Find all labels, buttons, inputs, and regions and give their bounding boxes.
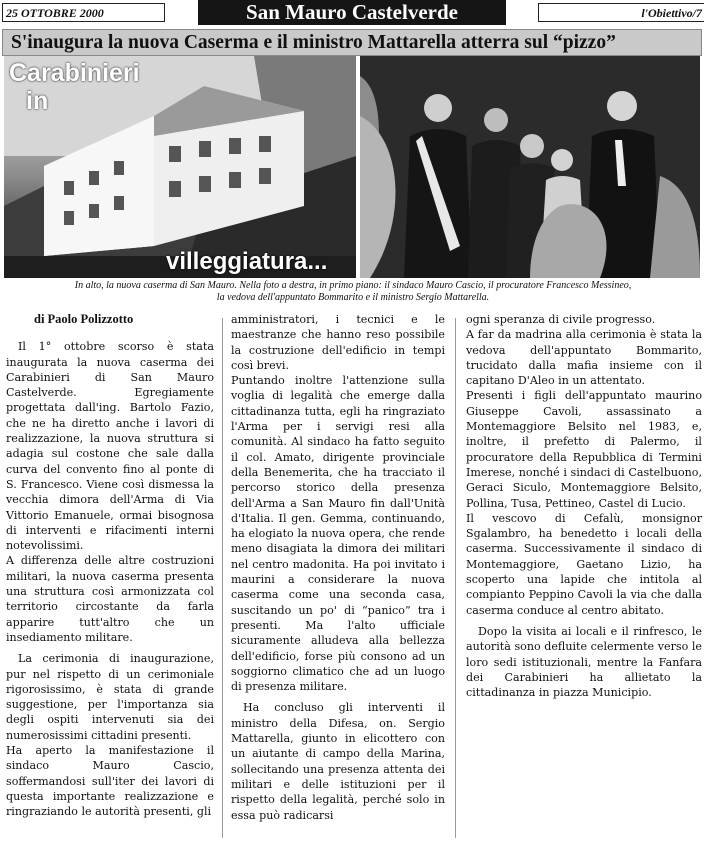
ceremony-illustration <box>360 56 700 278</box>
photo-overlay-villeggiatura: villeggiatura... <box>166 248 328 275</box>
paragraph: La cerimonia di inaugurazione, pur nel rispetto di un cerimoniale rigorosissimo, è stata di grande suggestione, per l'importanza sia degli ospiti intervenuti sia dei numerosissimi cittadini presenti. <box>6 652 214 742</box>
paragraph: Il vescovo di Cefalù, monsignor Sgalambro, ha benedetto i locali della caserma. Successivamente il sindaco di Montemaggiore, Gaetano Lizio, ha scoperto una lapide che intitola al compianto Peppino Cavoli la via che dalla caserma conduce al centro abitato. <box>466 511 702 617</box>
paragraph: Presenti i figli dell'appuntato maurino Giuseppe Cavoli, assassinato a Montemaggiore Belsito nel 1983, e, inoltre, il prefetto di Palermo, il procuratore della Repubblica di Termini Imerese, nonché i sindaci di Castelbuono, Geraci Siculo, Montemaggiore Belsito, Pollina, Tusa, Pettineo, Castel di Lucio. <box>466 389 702 510</box>
ceremony-photo <box>360 56 700 278</box>
article-column-1 <box>6 312 214 820</box>
photo-caption <box>6 280 700 304</box>
paragraph: Il 1° ottobre scorso è stata inaugurata la nuova caserma dei Carabinieri di San Mauro Castelverde. Egregiamente progettata dall'ing. Bartolo Fazio, che ne ha diretto anche i lavori di realizzazione, la nuova struttura si adagia sul costone che sale dalla curva del convento fino al ponte di S. Francesco. Viene così dismessa la vecchia dimora dell'Arma di Via Vittorio Emanuele, ormai bisognosa di interventi e rifacimenti interni notevolissimi. <box>6 340 214 553</box>
column-divider <box>222 318 223 838</box>
paragraph: amministratori, i tecnici e le maestranze che hanno reso possibile la costruzione dell'edificio in tempi così brevi. <box>231 313 445 372</box>
caption-line-2: la vedova dell'appuntato Bommarito e il ministro Sergio Mattarella. <box>216 292 490 303</box>
caption-line-1: In alto, la nuova caserma di San Mauro. Nella foto a destra, in primo piano: il sindaco Mauro Cascio, il procuratore Francesco Messineo, <box>74 280 632 291</box>
paragraph: A far da madrina alla cerimonia è stata la vedova dell'appuntato Bommarito, trucidato dalla mafia insieme con il capitano D'Aleo in un attentato. <box>466 328 702 388</box>
photo-overlay-carabinieri: Carabinieri <box>9 59 140 87</box>
barracks-illustration <box>4 56 356 278</box>
photo-overlay-in: in <box>26 87 49 115</box>
paragraph: Ha aperto la manifestazione il sindaco Mauro Cascio, soffermandosi sull'iter dei lavori di questa importante realizzazione e ringraziando le autorità presenti, gli <box>6 744 214 819</box>
paragraph: A differenza delle altre costruzioni militari, la nuova caserma presenta una struttura così armonizzata col territorio circostante da farla apparire tutt'altro che un insediamento militare. <box>6 554 214 644</box>
byline: di Paolo Polizzotto <box>34 312 134 326</box>
paragraph: Dopo la visita ai locali e il rinfresco, le autorità sono defluite celermente verso le loro sedi istituzionali, mentre la Fanfara dei Carabinieri ha allietato la cittadinanza in piazza Municipio. <box>466 624 702 700</box>
column-divider <box>455 318 456 838</box>
issue-date: 25 OTTOBRE 2000 <box>2 3 165 22</box>
paragraph: Puntando inoltre l'attenzione sulla voglia di legalità che emerge dalla cittadinanza tutta, egli ha ringraziato l'Arma per i servigi resi alla comunità. Al sindaco ha fatto seguito il col. Amato, dirigente provinciale della Benemerita, che ha tracciato il percorso storico della presenza dell'Arma a San Mauro fin dall'Unità d'Italia. Il gen. Gemma, continuando, ha elogiato la nuova opera, che rende meno disagiata la dimora dei militari nel centro madonita. Ha poi invitato i maurini a considerare la nuova caserma come una seconda casa, suscitando un po' di “panico” tra i presenti. Ma l'alto ufficiale sicuramente alludeva alla bellezza dell'edificio, forse più consono ad un soggiorno climatico che ad un luogo di presenza militare. <box>231 374 445 694</box>
newspaper-source: l'Obiettivo/7 <box>538 3 704 22</box>
article-column-3 <box>462 312 702 700</box>
paragraph: Ha concluso gli interventi il ministro della Difesa, on. Sergio Mattarella, giunto in elicottero con un aiutante di campo della Marina, sollecitando una presenza attenta dei militari e delle istituzioni per il rispetto della legalità, perché solo in essa può radicarsi <box>231 701 445 822</box>
article-column-2 <box>231 312 445 823</box>
headline: S'inaugura la nuova Caserma e il ministro Mattarella atterra sul “pizzo” <box>2 29 702 56</box>
barracks-photo <box>4 56 356 278</box>
section-title: San Mauro Castelverde <box>198 0 506 25</box>
paragraph: ogni speranza di civile progresso. <box>466 313 656 326</box>
